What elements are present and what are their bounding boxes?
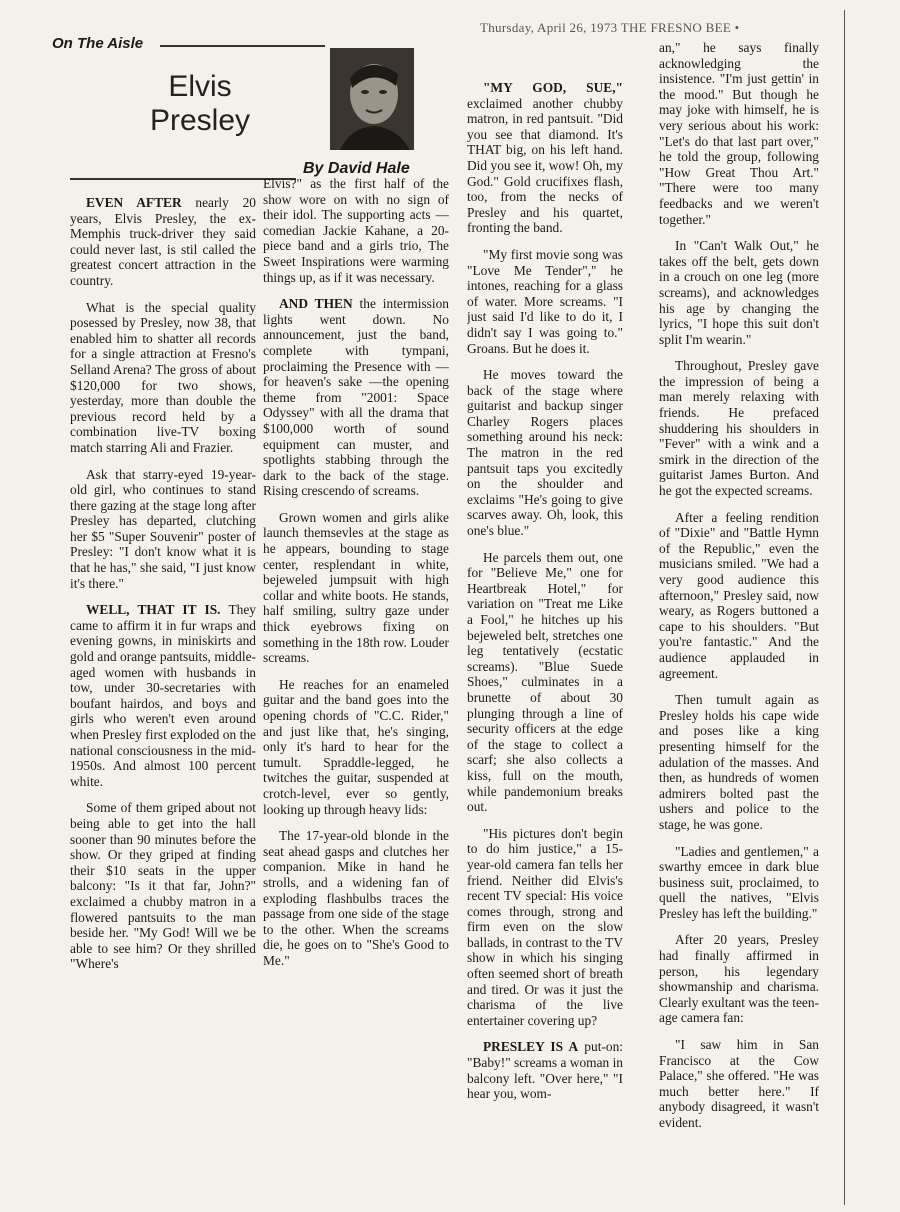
paragraph: Throughout, Presley gave the impression of being a man merely relaxing with friends. He prefaced shuddering his shoulders in "Fever" with a wink and a smirk in the direction of the guitarist James Burton. And he got the expected screams. [659, 358, 819, 499]
paragraph: "MY GOD, SUE," exclaimed another chubby matron, in red pantsuit. "Did you see that diamond. It's THAT big, on his left hand. Did you see it, wow! Oh, my God." Gold crucifixes flash, too, from the necks of Presley and his quartet, fronting the band. [467, 80, 623, 236]
paragraph: "His pictures don't begin to do him justice," a 15-year-old camera fan tells her friend. Neither did Elvis's recent TV special: His voice comes through, strong and firm even on the slow ballads, in contrast to the TV show in which his singing often seemed short of breath and tired. Or was it just the charisma of the live entertainer covering up? [467, 825, 623, 1028]
paragraph: What is the special quality posessed by Presley, now 38, that enabled him to shatter all records for a single attraction at Fresno's Selland Arena? The gross of about $120,000 for two shows, yesterday, more than double the previous record held by a combination live-TV boxing match starring Ali and Frazier. [70, 299, 256, 455]
paragraph: an," he says finally acknowledging the insistence. "I'm just gettin' in the mood." But though he may joke with himself, he is very serious about his work: "Let's do that last part over," he told the group, following "How Great Thou Art." "There were too many feedbacks and we weren't together." [659, 40, 819, 227]
paragraph: EVEN AFTER nearly 20 years, Elvis Presley, the ex-Memphis truck-driver they said could never last, is stil called the greatest concert attraction in the country. [70, 195, 256, 288]
byline: By David Hale [303, 160, 410, 177]
paragraph: He reaches for an enameled guitar and the band goes into the opening chords of "C.C. Rider," and just like that, he's singing, only it's hard to hear for the tumult. Spraddle-legged, he twitches the guitar, suspended at crotch-level, ever so gently, looking up through heavy lids: [263, 676, 449, 817]
column-kicker: On The Aisle [52, 35, 144, 52]
paragraph: PRESLEY IS A put-on: "Baby!" screams a woman in balcony left. "Over here," "I hear you, wom- [467, 1039, 623, 1102]
paragraph: Grown women and girls alike launch themsevles at the stage as he appears, bounding to stage center, resplendant in white, bejeweled jumpsuit with high collar and white boots. He stands, half smiling, sultry gaze under thick eyebrows fixing on something in the 18th row. Louder screams. [263, 509, 449, 666]
paragraph: "I saw him in San Francisco at the Cow Palace," she offered. "He was much better here." If anybody disagreed, it wasn't evident. [659, 1037, 819, 1130]
article-column-4 [659, 40, 819, 1190]
headline [130, 70, 270, 138]
headline-line-1: Elvis [168, 70, 232, 103]
paragraph: He parcels them out, one for "Believe Me," one for Heartbreak Hotel," for variation on "Treat me Like a Fool," he hitches up his bejeweled belt, stretches one leg tentatively (ecstatic screams). "Blue Suede Shoes," culminates in a brunette of about 30 plunging through a line of security officers at the edge of the stage to collect a scarf; she also collects a kiss, full on the mouth, while pandemonium breaks out. [467, 549, 623, 815]
paragraph: AND THEN the intermission lights went down. No announcement, just the band, complete with tympani, proclaiming the Presence with — for heaven's sake —the opening theme from "2001: Space Odyssey" with all the drama that $100,000 worth of sound equipment can muster, and spotlights stabbing through the dark to the back of the stage. Rising crescendo of screams. [263, 296, 449, 499]
article-column-3 [467, 80, 623, 1190]
portrait-photo [330, 48, 414, 150]
article-column-2 [263, 176, 449, 1196]
paragraph: After a feeling rendition of "Dixie" and "Battle Hymn of the Republic," even the musicians smiled. "We had a very good audience this afternoon," Presley said, now weary, as Rogers buttoned a cape to his shoulders. "But you're fantastic." And the audience applauded in agreement. [659, 509, 819, 681]
paragraph: The 17-year-old blonde in the seat ahead gasps and clutches her companion. Mike in hand he strolls, and a widening fan of exploding flashbulbs traces the passage from one side of the stage to the other. When the screams die, he goes on to "She's Good to Me." [263, 828, 449, 968]
portrait-photo-icon [330, 48, 414, 150]
headline-line-2: Presley [149, 104, 251, 137]
paragraph: Elvis?" as the first half of the show wore on with no sign of their idol. The supporting acts — comedian Jackie Kahane, a 20-piece band and a girls trio, The Sweet Inspirations were warming things up, as if it was necessary. [263, 176, 449, 285]
paragraph: Then tumult again as Presley holds his cape wide and poses like a king presenting himself for the adulation of the masses. And then, as hundreds of women admirers bolted past the ushers and police to the stage, he was gone. [659, 692, 819, 832]
page-edge-line [844, 10, 845, 1205]
paragraph: After 20 years, Presley had finally affirmed in person, his legendary showmanship and charisma. Clearly exultant was the teen-age camera fan: [659, 932, 819, 1026]
paragraph: In "Can't Walk Out," he takes off the belt, gets down in a crouch on one leg (more screams), and acknowledges his age by changing the lyrics, "I hope this suit don't split I'm wearin." [659, 238, 819, 347]
kicker-rule [160, 45, 325, 47]
article-column-1 [70, 195, 256, 1195]
paragraph: He moves toward the back of the stage where guitarist and backup singer Charley Rogers places something around his neck: The matron in the red pantsuit taps you excitedly on the shoulder and exclaims "He's going to give scarves away. Oh, look, this one's blue." [467, 367, 623, 539]
paragraph: "Ladies and gentlemen," a swarthy emcee in dark blue business suit, proclaimed, to quell the natives, "Elvis Presley has left the building." [659, 843, 819, 921]
paragraph: "My first movie song was "Love Me Tender"," he intones, reaching for a glass of water. More screams. "I just said I'd like to do it, I didn't say I was going to." Groans. But he does it. [467, 246, 623, 356]
paragraph: Some of them griped about not being able to get into the hall sooner than 90 minutes before the show. Or they griped at finding their $10 seats in the upper balcony: "Is it that far, John?" exclaimed a chubby matron in a flowered pantsuits to the man beside her. "My God! Will we be able to see him? Or they shrilled "Where's [70, 800, 256, 972]
masthead: Thursday, April 26, 1973 THE FRESNO BEE • [480, 20, 740, 35]
paragraph: Ask that starry-eyed 19-year-old girl, who continues to stand there gazing at the stage long after Presley has departed, clutching her $5 "Super Souvenir" poster of Presley: "I don't know what it is that he has," she said, "I just know it's there." [70, 466, 256, 591]
paragraph: WELL, THAT IT IS. They came to affirm it in fur wraps and evening gowns, in miniskirts and gold and orange pantsuits, middle-aged women with husbands in tow, under 30-secretaries with boufant hairdos, and boys and girls who weren't even around when Presley first exploded on the national consciousness in the mid-1950s. And almost 100 percent white. [70, 602, 256, 789]
